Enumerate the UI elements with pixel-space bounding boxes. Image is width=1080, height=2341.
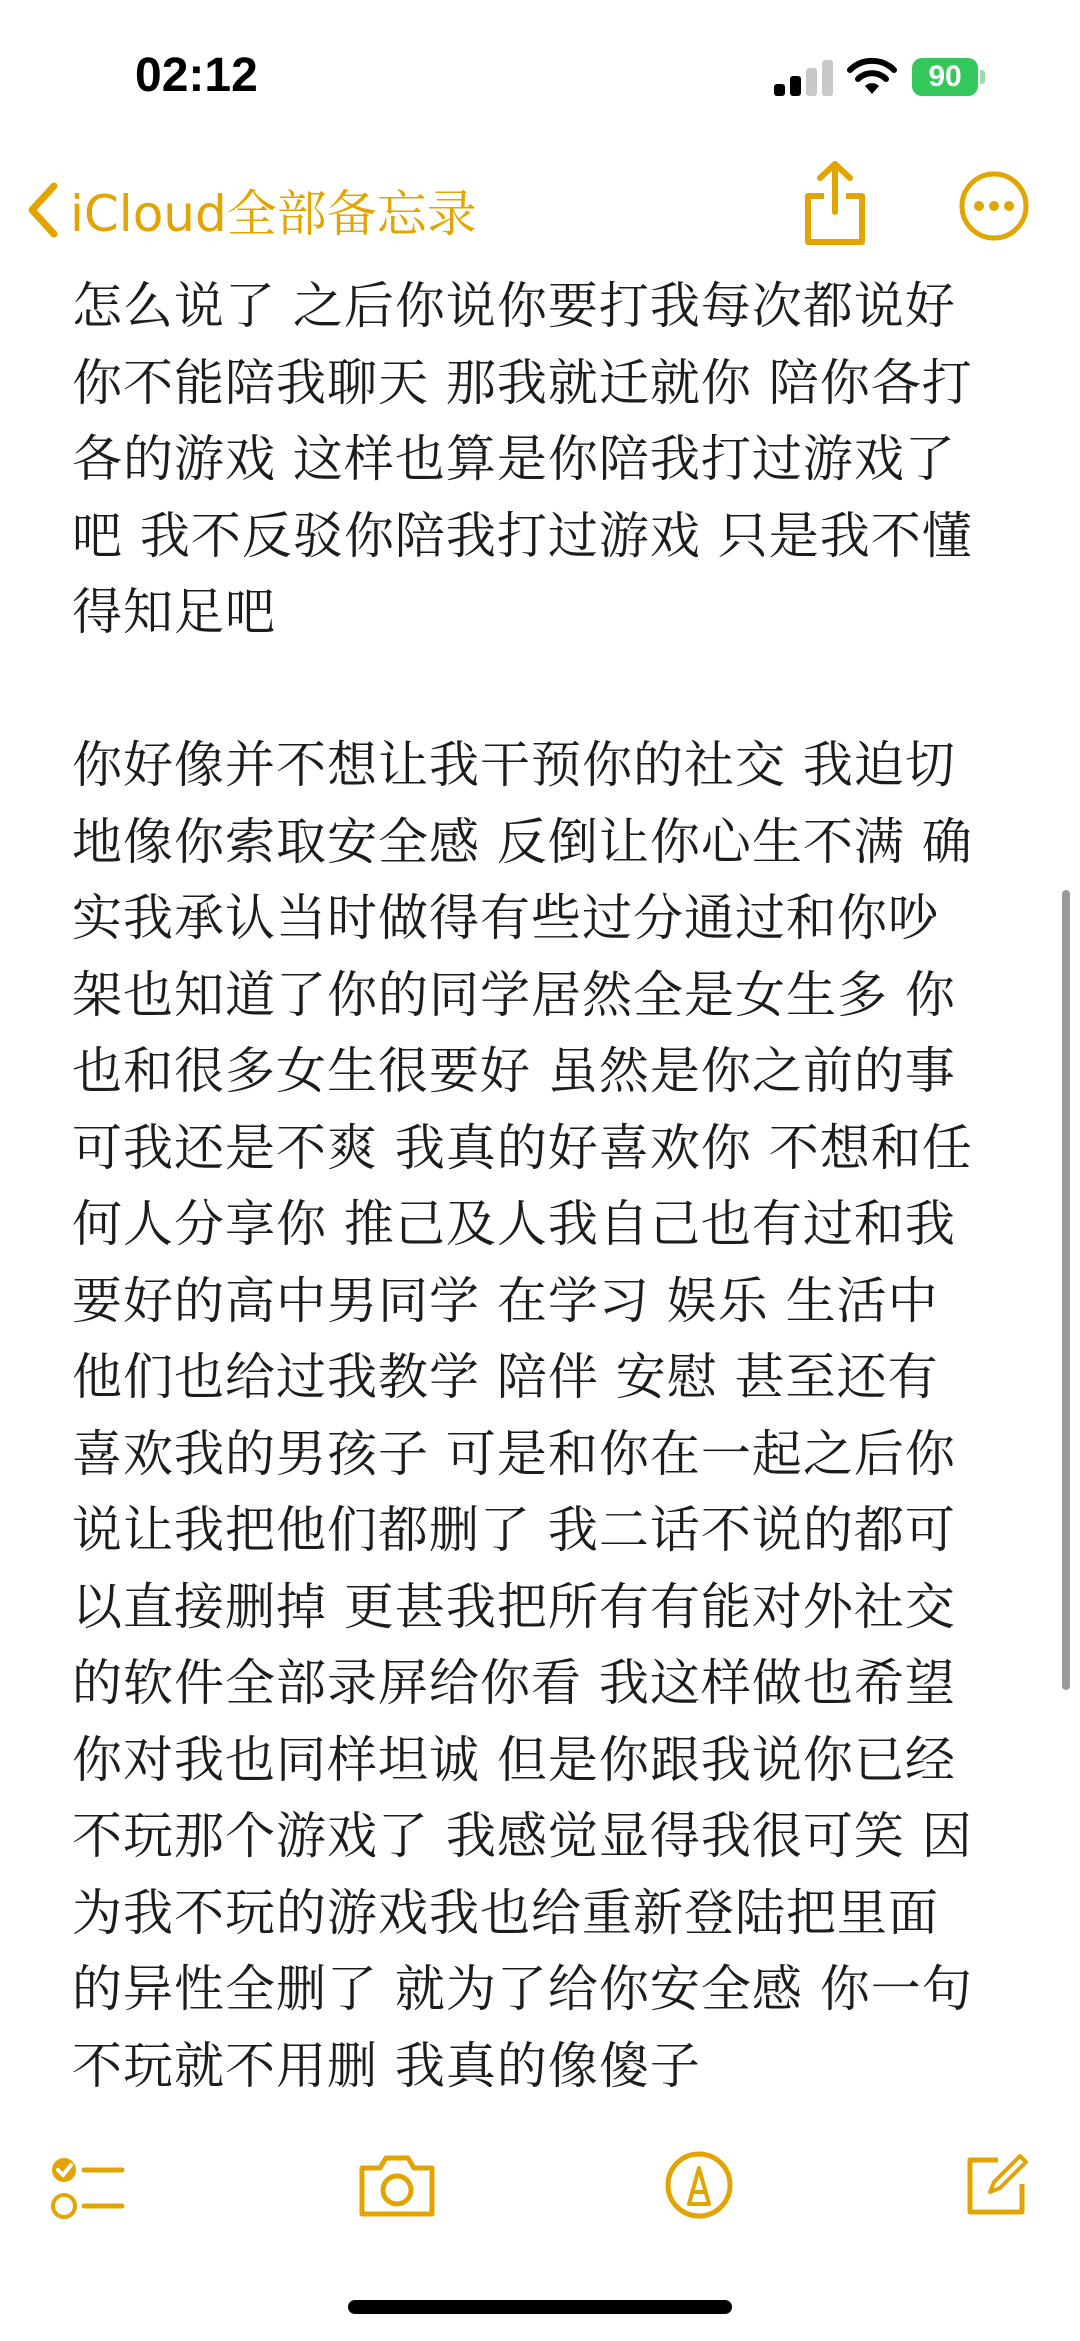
bottom-toolbar [0,2130,1080,2250]
note-line: 他们也给过我教学 陪伴 安慰 甚至还有 [72,1348,939,1406]
note-line: 可我还是不爽 我真的好喜欢你 不想和任 [72,1118,973,1177]
note-line: 不玩那个游戏了 我感觉显得我很可笑 因 [72,1807,973,1865]
note-line: 地像你索取安全感 反倒让你心生不满 确 [72,812,973,871]
note-body[interactable] [72,268,1032,2104]
home-indicator[interactable] [348,2300,732,2314]
chevron-left-icon [24,180,60,240]
battery-level: 90 [928,60,962,93]
note-line: 以直接删掉 更甚我把所有有能对外社交 [72,1577,956,1636]
markup-pen-icon[interactable] [664,2150,734,2220]
note-line: 不玩就不用删 我真的像傻子 [72,2036,701,2095]
battery-indicator [912,58,978,96]
note-line: 得知足吧 [72,583,276,641]
wifi-icon [846,56,898,96]
note-line: 你好像并不想让我干预你的社交 我迫切 [72,736,956,794]
note-line: 的异性全删了 就为了给你安全感 你一句 [72,1960,973,2018]
checklist-icon[interactable] [50,2150,126,2226]
note-line: 也和很多女生很要好 虽然是你之前的事 [72,1042,956,1100]
note-line: 说让我把他们都删了 我二话不说的都可 [72,1501,956,1559]
note-line: 要好的高中男同学 在学习 娱乐 生活中 [72,1271,939,1330]
note-line: 实我承认当时做得有些过分通过和你吵 [72,889,939,947]
note-line: 你不能陪我聊天 那我就迁就你 陪你各打 [72,353,973,412]
note-line: 各的游戏 这样也算是你陪我打过游戏了 [72,430,956,488]
status-bar [0,0,1080,150]
note-line: 怎么说了 之后你说你要打我每次都说好 [72,277,956,335]
status-time: 02:12 [135,49,258,102]
compose-icon[interactable] [962,2150,1032,2220]
scroll-indicator[interactable] [1062,890,1070,1690]
note-line: 何人分享你 推己及人我自己也有过和我 [72,1195,956,1253]
back-label: iCloud全部备忘录 [70,185,477,243]
cellular-signal-icon [774,58,834,96]
note-line: 吧 我不反驳你陪我打过游戏 只是我不懂 [72,506,973,565]
note-line: 为我不玩的游戏我也给重新登陆把里面 [72,1883,939,1942]
share-icon[interactable] [800,158,870,248]
note-line [72,651,1032,728]
back-button[interactable] [24,160,477,260]
battery-tip [980,70,985,84]
note-line: 架也知道了你的同学居然全是女生多 你 [72,965,956,1024]
navigation-bar [0,150,1080,270]
camera-icon[interactable] [356,2150,438,2220]
note-line: 的软件全部录屏给你看 我这样做也希望 [72,1654,956,1712]
note-line: 你对我也同样坦诚 但是你跟我说你已经 [72,1730,956,1789]
note-line: 喜欢我的男孩子 可是和你在一起之后你 [72,1424,956,1483]
ellipsis-circle-icon[interactable] [958,170,1030,242]
